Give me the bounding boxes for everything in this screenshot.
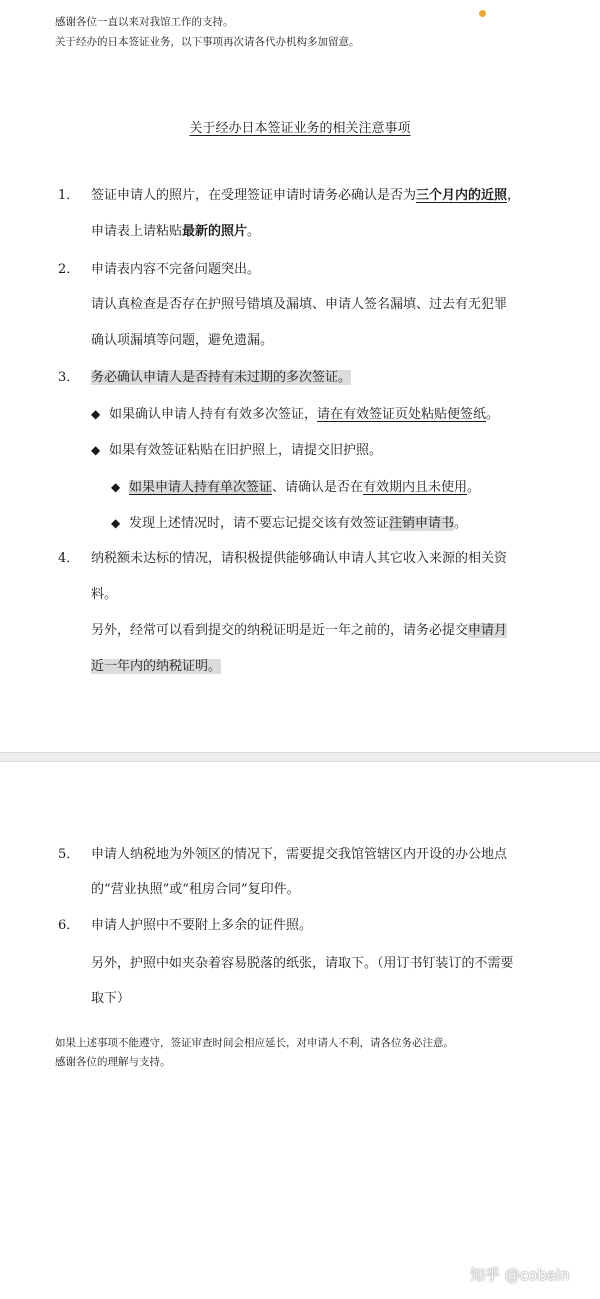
item-3-bullet-1: ◆ 如果确认申请人持有有效多次签证，请在有效签证页处粘贴便签纸。 [91,407,500,422]
item-3-number: 3． [58,370,80,385]
item-5-number: 5． [58,847,80,862]
item-6-line-2: 另外，护照中如夹杂着容易脱落的纸张，请取下。（用订书钉装订的不需要 [91,956,514,971]
item-2-line-1: 申请表内容不完备问题突出。 [91,262,261,277]
header-line-2: 关于经办的日本签证业务，以下事项再次请各代办机构多加留意。 [55,36,360,48]
item-5-line-1: 申请人纳税地为外领区的情况下，需要提交我馆管辖区内开设的办公地点 [91,847,508,862]
item-2-line-3: 确认项漏填等问题，避免遗漏。 [91,333,274,348]
diamond-bullet-icon: ◆ [91,443,101,457]
zhihu-watermark: 知乎 @cobain [470,1266,570,1284]
highlight-multi-visa: 务必确认申请人是否持有未过期的多次签证。 [91,370,352,385]
header-line-1: 感谢各位一直以来对我馆工作的支持。 [55,16,234,28]
highlight-single-visa: 如果申请人持有单次签证 [129,480,273,495]
page-separator [0,752,600,762]
item-2-line-2: 请认真检查是否存在护照号错填及漏填、申请人签名漏填、过去有无犯罪 [91,297,508,312]
item-4-number: 4． [58,551,80,566]
item-1-number: 1． [58,188,80,203]
footer-line-1: 如果上述事项不能遵守，签证审查时间会相应延长，对申请人不利，请各位务必注意。 [55,1037,454,1049]
diamond-bullet-icon: ◆ [111,516,121,530]
item-4-line-1: 纳税额未达标的情况，请积极提供能够确认申请人其它收入来源的相关资 [91,551,508,566]
item-3-line-1 [91,369,351,387]
document-page-2 [0,762,600,1299]
item-4-line-2: 料。 [91,587,118,602]
item-6-line-3: 取下） [91,991,131,1006]
item-5-line-2: 的“营业执照”或“租房合同”复印件。 [91,882,300,897]
emphasis-latest-photo: 最新的照片 [182,224,248,239]
item-4-line-3: 另外，经常可以看到提交的纳税证明是近一年之前的，请务必提交申请月 [91,623,508,638]
item-4-line-4 [91,658,221,676]
diamond-bullet-icon: ◆ [111,480,121,494]
document-title: 关于经办日本签证业务的相关注意事项 [189,121,411,136]
item-2-number: 2． [58,262,80,277]
highlight-tax-certificate: 近一年内的纳税证明。 [91,659,222,674]
item-6-line-1: 申请人护照中不要附上多余的证件照。 [91,918,313,933]
underline-valid-unused: 有效期内且未使用 [363,480,468,495]
highlight-application-month: 申请月 [468,623,508,638]
item-3-bullet-4: ◆ 发现上述情况时，请不要忘记提交该有效签证注销申请书。 [111,516,468,531]
item-6-number: 6． [58,918,80,933]
item-1-line-2: 申请表上请粘贴最新的照片。 [91,224,261,239]
footer-line-2: 感谢各位的理解与支持。 [55,1056,171,1068]
emphasis-three-months: 三个月内的近照 [416,188,508,203]
underline-sticky-note: 请在有效签证页处粘贴便签纸 [317,407,487,422]
orange-dot [479,10,486,17]
diamond-bullet-icon: ◆ [91,407,101,421]
item-1-line-1: 签证申请人的照片，在受理签证申请时请务必确认是否为三个月内的近照， [91,188,521,203]
item-3-bullet-3: ◆ 如果申请人持有单次签证、请确认是否在有效期内且未使用。 [111,480,481,495]
highlight-cancel-form: 注销申请书 [389,516,455,531]
item-3-bullet-2: ◆ 如果有效签证粘贴在旧护照上，请提交旧护照。 [91,443,383,458]
